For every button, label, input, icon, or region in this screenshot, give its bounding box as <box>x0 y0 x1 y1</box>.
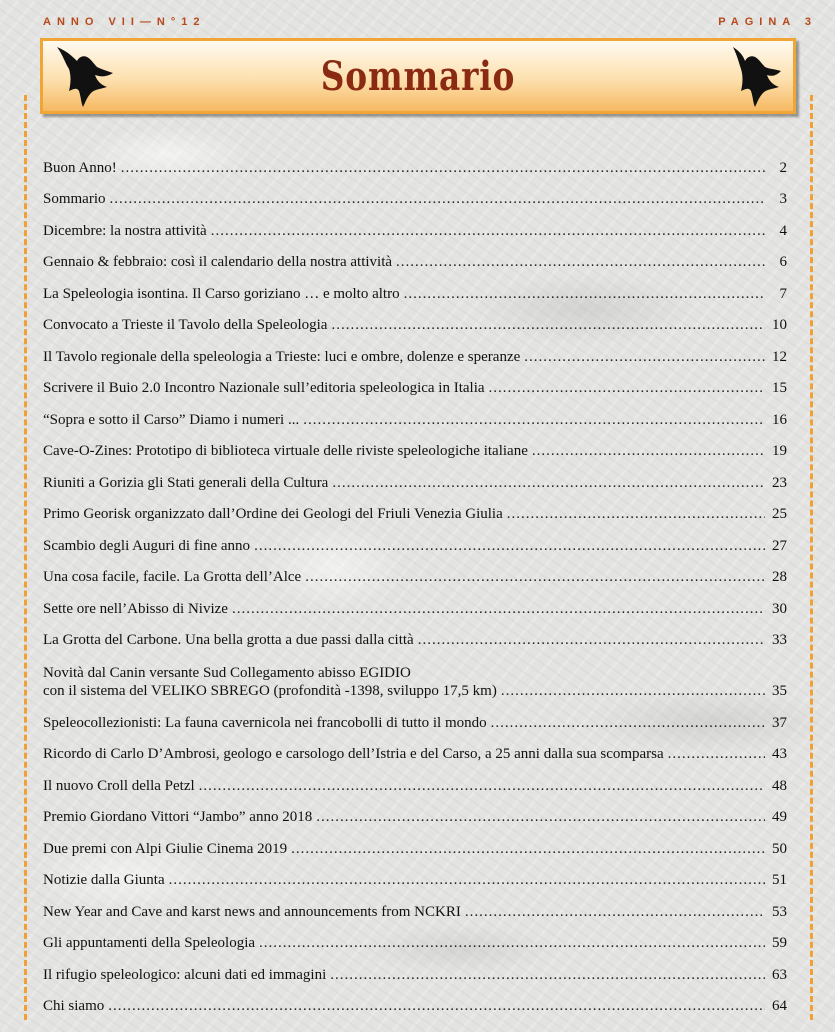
toc-entry[interactable] <box>43 240 787 272</box>
toc-entry-title: Buon Anno! <box>43 159 117 176</box>
toc-entry-title: Gennaio & febbraio: così il calendario della nostra attività <box>43 254 393 270</box>
toc-entry-title: Novità dal Canin versante Sud Collegamento abisso EGIDIO <box>43 665 411 681</box>
toc-entry-page: 43 <box>772 746 787 762</box>
toc-entry-page: 4 <box>779 222 787 239</box>
toc-entry-page: 63 <box>772 966 787 983</box>
toc-entry-title: Sommario <box>43 191 106 207</box>
toc-entry-page: 6 <box>779 254 787 270</box>
toc-entry[interactable] <box>43 795 787 827</box>
toc-entry[interactable] <box>43 397 787 429</box>
title-banner <box>40 38 796 114</box>
toc-entry-title: Il nuovo Croll della Petzl <box>43 777 195 794</box>
toc-entry-title: Speleocollezionisti: La fauna cavernicola nei francobolli di tutto il mondo <box>43 714 487 731</box>
toc-entry[interactable] <box>43 618 787 650</box>
toc-entry-page: 35 <box>772 683 787 699</box>
dot-leader <box>303 411 765 429</box>
dot-leader <box>418 631 765 649</box>
toc-entry[interactable] <box>43 208 787 240</box>
dot-leader <box>668 745 765 763</box>
toc-entry-page: 51 <box>772 872 787 888</box>
toc-entry-page: 48 <box>772 777 787 794</box>
toc-entry[interactable] <box>43 303 787 335</box>
toc-entry[interactable] <box>43 889 787 921</box>
toc-entry-page: 2 <box>779 159 787 176</box>
toc-entry-page: 23 <box>772 474 787 491</box>
toc-entry-title: “Sopra e sotto il Carso” Diamo i numeri ... <box>43 411 300 428</box>
dot-leader <box>211 222 765 240</box>
toc-entry-page: 3 <box>779 191 787 207</box>
toc-entry[interactable] <box>43 492 787 524</box>
toc-entry-title: Ricordo di Carlo D’Ambrosi, geologo e carsologo dell’Istria e del Carso, a 25 anni dalla sua scomparsa <box>43 746 664 762</box>
dot-leader <box>465 903 765 921</box>
toc-entry-title: Cave-O-Zines: Prototipo di biblioteca virtuale delle riviste speleologiche italiane <box>43 443 528 459</box>
toc-entry-title: Riuniti a Gorizia gli Stati generali della Cultura <box>43 474 329 491</box>
dot-leader <box>305 568 765 586</box>
toc-entry-page: 53 <box>772 903 787 920</box>
toc-entry-page: 25 <box>772 506 787 522</box>
toc-entry-page: 37 <box>772 714 787 731</box>
toc-entry-page: 64 <box>772 998 787 1014</box>
dot-leader <box>316 808 765 826</box>
toc-entry-page: 16 <box>772 411 787 428</box>
toc-entry[interactable] <box>43 366 787 398</box>
dot-leader <box>532 442 765 460</box>
dot-leader <box>489 379 765 397</box>
dot-leader <box>404 285 765 303</box>
page-number-label: PAGINA 3 <box>718 16 817 28</box>
toc-entry-page: 15 <box>772 380 787 396</box>
page-title: Sommario <box>320 53 516 100</box>
toc-entry[interactable] <box>43 334 787 366</box>
toc-entry-page: 50 <box>772 840 787 857</box>
toc-entry[interactable] <box>43 700 787 732</box>
toc-entry[interactable] <box>43 429 787 461</box>
toc-entry[interactable] <box>43 177 787 209</box>
issue-label: ANNO VII—N°12 <box>43 16 206 28</box>
dot-leader <box>108 997 765 1015</box>
dot-leader <box>396 253 765 271</box>
toc-entry-title: Premio Giordano Vittori “Jambo” anno 2018 <box>43 809 313 825</box>
dot-leader <box>330 966 765 984</box>
toc-entry-title: La Grotta del Carbone. Una bella grotta a due passi dalla città <box>43 632 414 648</box>
dot-leader <box>232 600 765 618</box>
toc-entry[interactable] <box>43 460 787 492</box>
toc-entry-title: Primo Georisk organizzato dall’Ordine dei Geologi del Friuli Venezia Giulia <box>43 506 503 522</box>
dot-leader <box>507 505 765 523</box>
dot-leader <box>524 348 765 366</box>
toc-entry-title: Notizie dalla Giunta <box>43 872 165 888</box>
toc-entry-title: Sette ore nell’Abisso di Nivize <box>43 600 228 617</box>
toc-entry[interactable] <box>43 732 787 764</box>
toc-entry-title: Dicembre: la nostra attività <box>43 222 207 239</box>
toc-entry-page: 33 <box>772 632 787 648</box>
toc-entry[interactable] <box>43 858 787 890</box>
toc-entry[interactable] <box>43 921 787 953</box>
toc-entry-title: Una cosa facile, facile. La Grotta dell’Alce <box>43 569 302 585</box>
dot-leader <box>332 474 765 492</box>
toc-entry[interactable] <box>43 984 787 1016</box>
dot-leader <box>121 159 765 177</box>
toc-entry[interactable] <box>43 586 787 618</box>
dot-leader <box>259 934 765 952</box>
toc-entry-page: 10 <box>772 317 787 333</box>
dot-leader <box>491 714 765 732</box>
toc-entry-title: Scrivere il Buio 2.0 Incontro Nazionale sull’editoria speleologica in Italia <box>43 380 485 396</box>
dot-leader <box>331 316 765 334</box>
toc-entry[interactable] <box>43 271 787 303</box>
toc-entry-page: 30 <box>772 600 787 617</box>
toc-entry-title-continued: con il sistema del VELIKO SBREGO (profondità -1398, sviluppo 17,5 km) <box>43 683 497 699</box>
toc-entry-title: Gli appuntamenti della Speleologia <box>43 935 256 951</box>
toc-entry-title: New Year and Cave and karst news and announcements from NCKRI <box>43 903 461 920</box>
toc-entry-title: Il rifugio speleologico: alcuni dati ed immagini <box>43 966 327 983</box>
dot-leader <box>199 777 765 795</box>
dot-leader <box>501 682 765 700</box>
toc-entry[interactable] <box>43 763 787 795</box>
toc-entry-page: 28 <box>772 569 787 585</box>
dot-leader <box>254 537 765 555</box>
toc-entry-page: 59 <box>772 935 787 951</box>
toc-entry-title: Due premi con Alpi Giulie Cinema 2019 <box>43 840 288 857</box>
toc-entry-page: 12 <box>772 348 787 365</box>
toc-entry-title: Chi siamo <box>43 998 105 1014</box>
toc-entry[interactable] <box>43 555 787 587</box>
toc-entry-title: Scambio degli Auguri di fine anno <box>43 537 251 554</box>
bat-icon <box>719 45 783 109</box>
toc-entry[interactable] <box>43 523 787 555</box>
toc-entry[interactable] <box>43 649 787 700</box>
toc-entry[interactable] <box>43 826 787 858</box>
toc-entry-page: 27 <box>772 537 787 554</box>
toc-entry-page: 19 <box>772 443 787 459</box>
toc-entry[interactable] <box>43 952 787 984</box>
toc-entry[interactable] <box>43 145 787 177</box>
dot-leader <box>110 190 766 208</box>
right-dashed-border <box>810 95 813 1020</box>
toc-entry-title: Il Tavolo regionale della speleologia a Trieste: luci e ombre, dolenze e speranze <box>43 348 521 365</box>
table-of-contents <box>43 145 787 1015</box>
toc-entry-page: 7 <box>779 285 787 302</box>
dot-leader <box>291 840 765 858</box>
bat-icon <box>51 45 115 109</box>
toc-entry-title: Convocato a Trieste il Tavolo della Speleologia <box>43 317 328 333</box>
left-dashed-border <box>24 95 27 1020</box>
toc-entry-title: La Speleologia isontina. Il Carso goriziano … e molto altro <box>43 285 400 302</box>
toc-entry-page: 49 <box>772 809 787 825</box>
dot-leader <box>169 871 765 889</box>
